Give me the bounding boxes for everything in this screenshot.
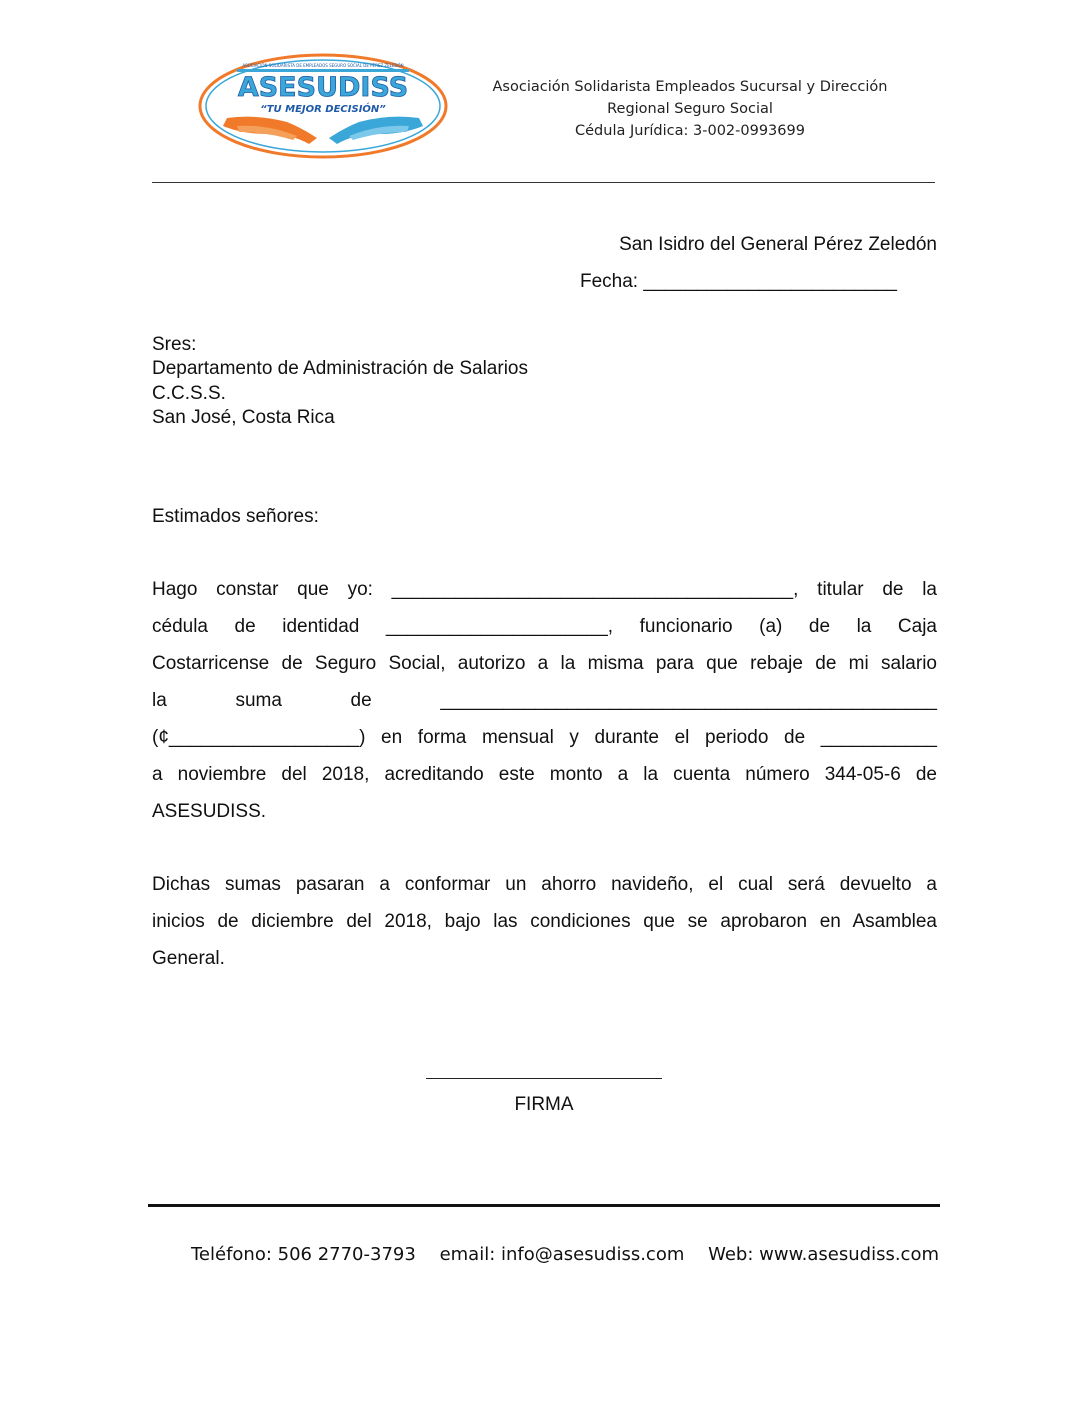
- recipient-dept: Departamento de Administración de Salarios: [152, 358, 528, 379]
- para1-line-2: cédula de identidad _____________________, funcionario (a) de la Caja: [152, 616, 937, 637]
- para1-line-6: a noviembre del 2018, acreditando este monto a la cuenta número 344-05-6 de: [152, 764, 937, 785]
- date-field: Fecha: ________________________: [580, 271, 897, 292]
- svg-text:ASOCIACIÓN SOLIDARISTA DE EMPL: ASOCIACIÓN SOLIDARISTA DE EMPLEADOS SEGURO SOCIAL DE PÉREZ ZELEDÓN: [242, 63, 404, 68]
- signature-line: [426, 1078, 662, 1079]
- footer-phone: Teléfono: 506 2770-3793: [190, 1244, 416, 1265]
- recipient-org: C.C.S.S.: [152, 383, 226, 404]
- para1-line-3: Costarricense de Seguro Social, autorizo a la misma para que rebaje de mi salario: [152, 653, 937, 674]
- para1-line-4: la suma de _______________________________________________: [152, 690, 937, 711]
- svg-text:ASESUDISS: ASESUDISS: [237, 72, 409, 103]
- header-line-1: Asociación Solidarista Empleados Sucursal y Dirección: [492, 79, 888, 95]
- para1-line-1: Hago constar que yo: ______________________________________, titular de la: [152, 579, 937, 600]
- footer-divider: [148, 1204, 940, 1207]
- recipient-salutation: Sres:: [152, 334, 197, 355]
- header-line-2: Regional Seguro Social: [607, 101, 773, 117]
- para1-line-5: (¢__________________) en forma mensual y durante el periodo de ___________: [152, 727, 937, 748]
- footer-web[interactable]: Web: www.asesudiss.com: [708, 1244, 939, 1265]
- para2-line-1: Dichas sumas pasaran a conformar un ahorro navideño, el cual será devuelto a: [152, 874, 937, 895]
- place-text: San Isidro del General Pérez Zeledón: [619, 234, 937, 255]
- para2-line-2: inicios de diciembre del 2018, bajo las condiciones que se aprobaron en Asamblea: [152, 911, 937, 932]
- svg-text:“TU MEJOR DECISIÓN”: “TU MEJOR DECISIÓN”: [260, 104, 386, 115]
- footer-contact: [180, 1244, 950, 1265]
- para2-line-3: General.: [152, 948, 225, 969]
- footer-email[interactable]: email: info@asesudiss.com: [439, 1244, 685, 1265]
- header-line-3: Cédula Jurídica: 3-002-0993699: [575, 123, 805, 139]
- header-divider: [152, 182, 935, 183]
- greeting: Estimados señores:: [152, 506, 319, 527]
- para1-line-7: ASESUDISS.: [152, 801, 267, 822]
- asesudiss-logo: [197, 52, 449, 160]
- recipient-city: San José, Costa Rica: [152, 407, 335, 428]
- signature-label: FIRMA: [514, 1094, 574, 1115]
